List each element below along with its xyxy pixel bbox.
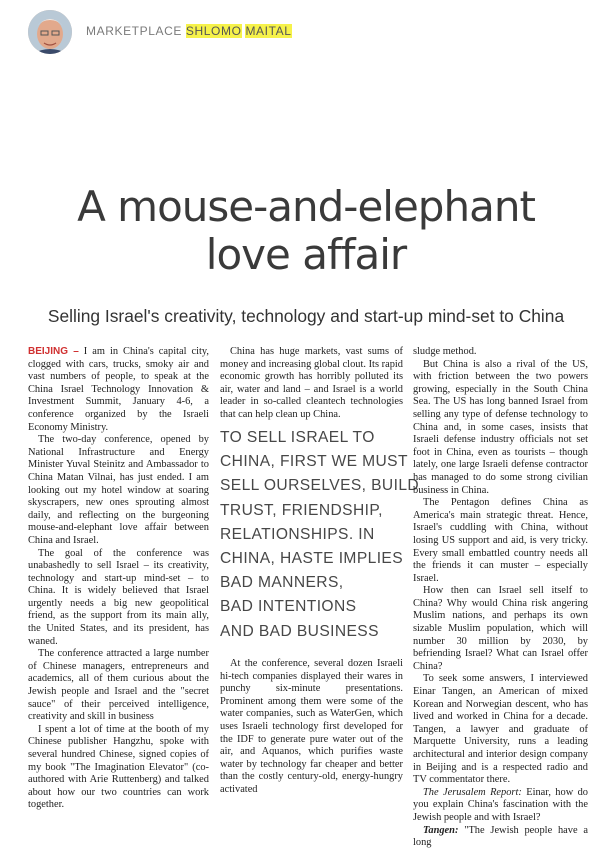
paragraph: The two-day conference, opened by National Infrastructure and Energy Minister Yuval Steinitz and Ambassador to China Matan Vilnai, has just ended. I am looking out my hotel window at soaring skyscrapers, new ones sprouting almost daily, and reflecting on the burgeoning mouse-and-elephant love affair between China and Israel. [28, 434, 209, 546]
column-2-continued [220, 658, 403, 797]
author-photo [28, 10, 72, 54]
headline-line-2: love affair [205, 230, 407, 279]
column-3 [413, 346, 588, 850]
section-label: MARKETPLACE [86, 24, 182, 38]
pull-quote-line: CHINA, FIRST WE MUST [220, 453, 408, 471]
paragraph: sludge method. [413, 346, 477, 357]
question-label: The Jerusalem Report: [423, 786, 522, 798]
pull-quote-line: SELL OURSELVES, BUILD [220, 477, 420, 495]
question-text: Einar, how do you explain China's fascination with the Jewish people and with Israel? [413, 786, 588, 823]
interview-question [413, 787, 588, 825]
pull-quote-line: TRUST, FRIENDSHIP, [220, 501, 383, 519]
paragraph: At the conference, several dozen Israeli hi-tech companies displayed their wares in punchy six-minute presentations. Prominent among them were some of the water companies, such as WaterGen, which uses Israeli technology first developed for the IDF to generate pure water out of the air, and Aquanos, which purifies waste water by technology far cheaper and better than the costly century-old, energy-hungry activated [220, 658, 403, 795]
author-last-name: MAITAL [245, 24, 292, 38]
paragraph: I spent a lot of time at the booth of my Chinese publisher Hangzhu, spoke with several hundred Chinese, signed copies of my book "The Imagination Elevator" (co-authored with Arie Ruttenberg) and talked about how our two countries can work together. [28, 723, 209, 811]
column-header [28, 10, 588, 54]
pull-quote-line: CHINA, HASTE IMPLIES [220, 550, 404, 568]
paragraph [28, 346, 209, 434]
paragraph: China has huge markets, vast sums of money and increasing global clout. Its rapid economic growth has horribly polluted its air, water and land – and Israel is a world leader in so-called cleantech technologies that can help clean up China. [220, 346, 403, 420]
column-kicker [86, 24, 292, 38]
paragraph: The conference attracted a large number of Chinese managers, entrepreneurs and academics, all of them curious about the Jewish people and Israel and the "secret sauce" of their perceived intelligence, creativity and skill in business [28, 648, 209, 723]
paragraph: The goal of the conference was unabashedly to sell Israel – its creativity, technology and start-up mind-set – to China. It is widely believed that Israel urgently needs a big new geopolitical friend, as the support from its main ally, the United States, and its president, has waned. [28, 547, 209, 647]
answer-text: "The Jewish people have a long [413, 824, 588, 849]
paragraph: But China is also a rival of the US, with friction between the two powers growing, especially in the South China Sea. The US has long banned Israel from selling any type of defense technology to China and, in some cases, insists that Israeli defense industry officials not set foot in China, even as tourists – though lately, one large Israeli defense contractor has managed to do some strong civilian business in China. [413, 358, 588, 496]
author-first-name: SHLOMO [185, 24, 242, 38]
paragraph: To seek some answers, I interviewed Einar Tangen, an American of mixed Korean and Norwegian descent, who has lived and worked in China for a decade. Tangen, a lawyer and graduate of Marquette University, runs a leading architectural and interior design company in Beijing and is a respected radio and TV commentator there. [413, 673, 588, 786]
dateline: BEIJING – [28, 346, 79, 357]
interview-answer [413, 825, 588, 850]
paragraph: How then can Israel sell itself to China? Why would China risk angering Muslim nations, and perhaps its own sizable Muslim population, which will number 30 million by 2030, by befriending Israel? What can Israel offer China? [413, 585, 588, 672]
pull-quote-line: BAD INTENTIONS [220, 598, 357, 616]
subtitle: Selling Israel's creativity, technology and start-up mind-set to China [47, 306, 565, 326]
column-1 [28, 346, 209, 812]
pull-quote [220, 426, 420, 644]
answer-label: Tangen: [423, 824, 459, 836]
column-2 [220, 346, 403, 422]
headline-line-1: A mouse-and-elephant [77, 182, 535, 231]
pull-quote-line: BAD MANNERS, [220, 574, 344, 592]
pull-quote-line: RELATIONSHIPS. IN [220, 525, 375, 543]
paragraph: The Pentagon defines China as America's main strategic threat. Hence, Israel's cuddling with China, without losing US support and aid, is very tricky. Every small embattled country needs all the friends it can muster – especially Israel. [413, 497, 588, 584]
pull-quote-line: AND BAD BUSINESS [220, 622, 379, 640]
paragraph-text: I am in China's capital city, clogged with cars, trucks, smoky air and vast numbers of people, to speak at the China Israel Technology Innovation & Investment Summit, January 4-6, a conference organized by the Israeli Economy Ministry. [28, 346, 209, 433]
pull-quote-line: TO SELL ISRAEL TO [220, 429, 375, 446]
